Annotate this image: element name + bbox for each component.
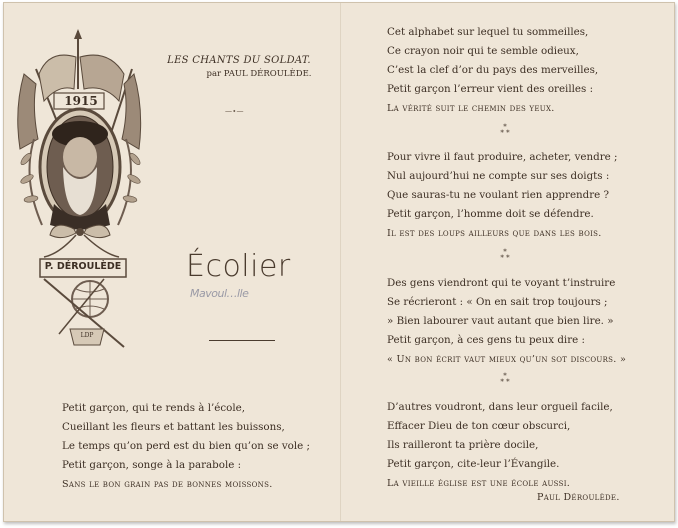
poem-title: Écolier (186, 249, 291, 284)
poet-signature: Paul Déroulède. (537, 492, 620, 503)
verse-line: Des gens viendront qui te voyant t’instruire (387, 277, 616, 289)
refrain-line: La vieille église est une école aussi. (387, 478, 571, 489)
verse-line: Effacer Dieu de ton cœur obscurci, (387, 420, 571, 432)
emblem-nameplate: P. DÉROULÈDE (44, 261, 122, 272)
verse-line: Se récrieront : « On en sait trop toujours ; (387, 296, 608, 308)
verse-line: Petit garçon, qui te rends à l’école, (62, 402, 245, 414)
left-panel (4, 3, 340, 521)
verse-line: Petit garçon, songe à la parabole : (62, 459, 242, 471)
stanza-separator: * * * (500, 123, 510, 137)
emblem-year: 1915 (64, 94, 98, 108)
header-ornament: —⬩— (225, 107, 245, 115)
verse-line: Le temps qu’on perd est du bien qu’on se vole ; (62, 440, 310, 452)
verse-line: Cet alphabet sur lequel tu sommeilles, (387, 26, 589, 38)
collection-header (154, 55, 324, 79)
verse-line: Petit garçon, cite-leur l’Évangile. (387, 458, 560, 470)
title-rule (209, 340, 275, 341)
verse-line: Que sauras-tu ne voulant rien apprendre ? (387, 189, 610, 201)
verse-line: Cueillant les fleurs et battant les buissons, (62, 421, 285, 433)
stanza-left (62, 399, 310, 494)
stanza-3 (387, 274, 626, 369)
stanza-2 (387, 148, 618, 243)
stanza-4 (387, 398, 613, 493)
emblem-ribbon: LDP (80, 332, 94, 339)
verse-line: Ils railleront ta prière docile, (387, 439, 539, 451)
refrain-line: « Un bon écrit vaut mieux qu’un sot discours. » (387, 354, 627, 365)
verse-line: Petit garçon, l’homme doit se défendre. (387, 208, 594, 220)
verse-line: » Bien labourer vaut autant que bien lire. » (387, 315, 614, 327)
verse-line: C’est la clef d’or du pays des merveilles, (387, 64, 599, 76)
stanza-separator: * * * (500, 248, 510, 262)
verse-line: Ce crayon noir qui te semble odieux, (387, 45, 579, 57)
refrain-line: La vérité suit le chemin des yeux. (387, 103, 555, 114)
collection-author: par PAUL DÉROULÈDE. (206, 69, 312, 79)
stanza-separator: * * * (500, 372, 510, 386)
collection-title: LES CHANTS DU SOLDAT. (167, 55, 311, 66)
refrain-line: Sans le bon grain pas de bonnes moissons. (62, 479, 273, 490)
verse-line: Nul aujourd’hui ne compte sur ses doigts : (387, 170, 610, 182)
postcard (3, 2, 675, 522)
portrait-emblem (14, 29, 159, 359)
verse-line: Pour vivre il faut produire, acheter, vendre ; (387, 151, 618, 163)
stanza-1 (387, 23, 598, 118)
refrain-line: Il est des loups ailleurs que dans les bois. (387, 228, 602, 239)
verse-line: Petit garçon l’erreur vient des oreilles : (387, 83, 594, 95)
verse-line: D’autres voudront, dans leur orgueil facile, (387, 401, 613, 413)
handwritten-note: Mavoul…lle (190, 287, 249, 300)
verse-line: Petit garçon, à ces gens tu peux dire : (387, 334, 585, 346)
